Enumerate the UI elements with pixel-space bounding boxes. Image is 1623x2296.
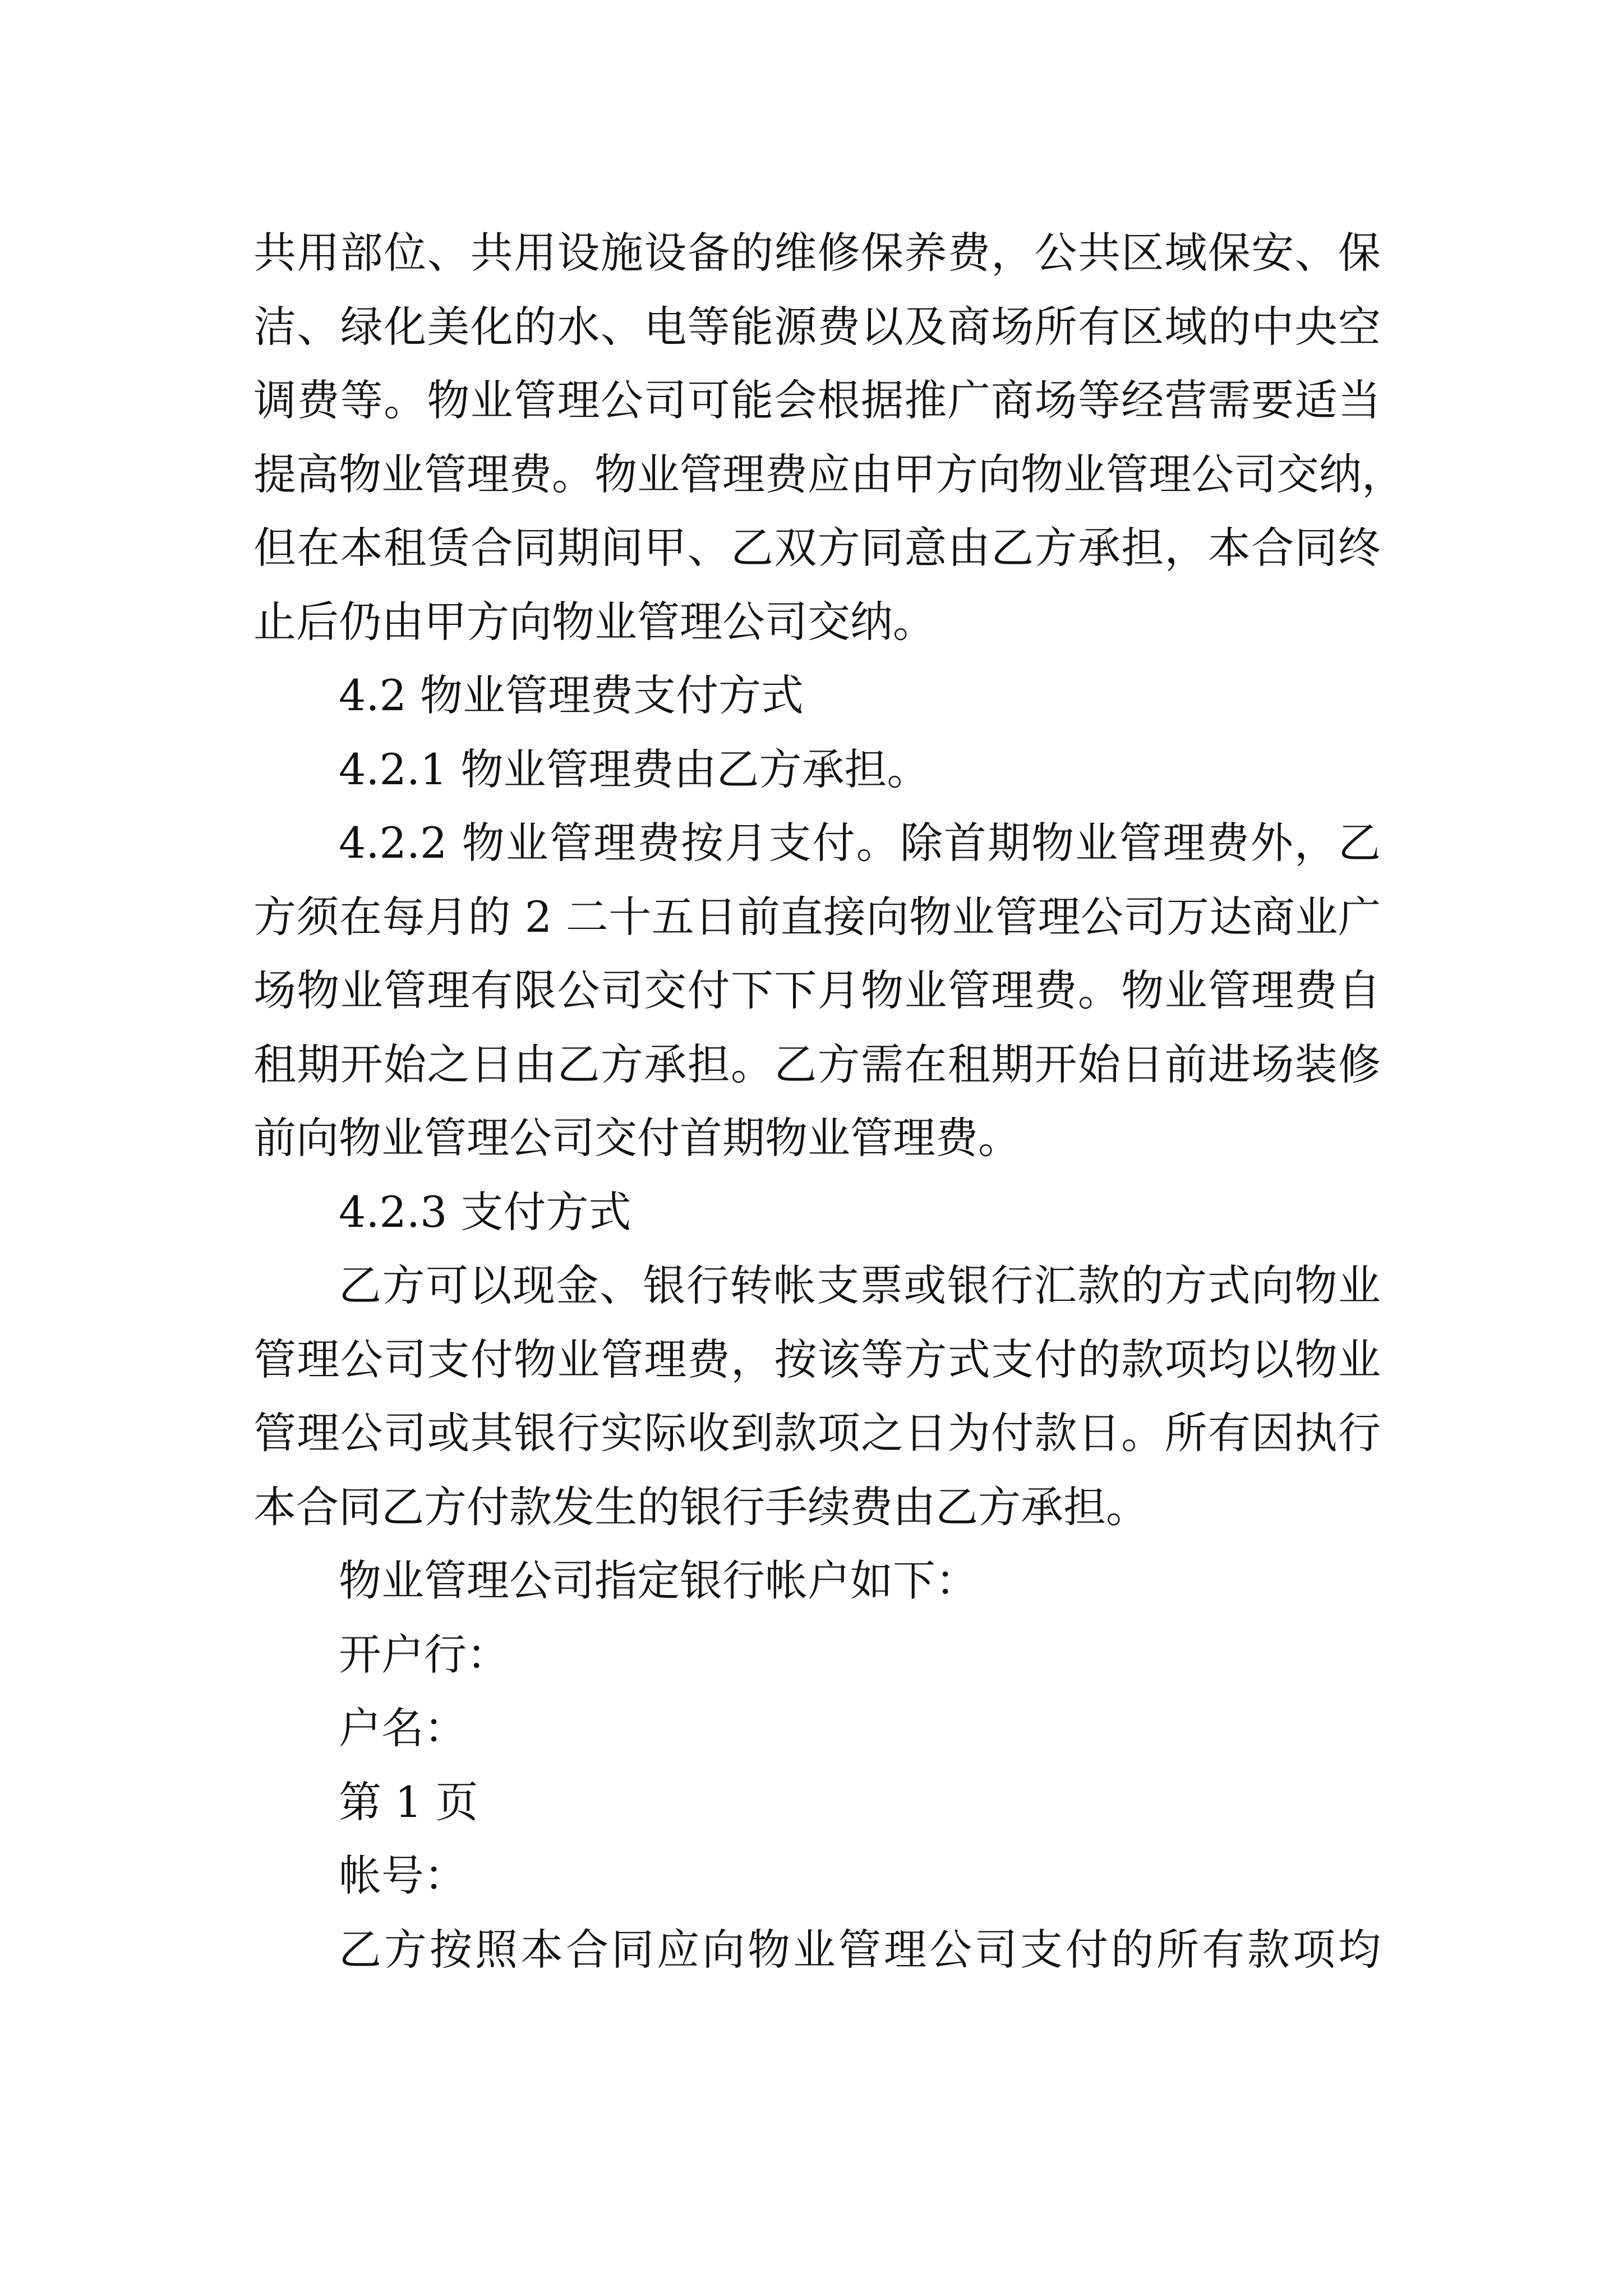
document-body [253,216,1404,1986]
text-line: 物业管理公司指定银行帐户如下： [339,1556,978,1605]
text-line: 乙方可以现金、银行转帐支票或银行汇款的方式向物业 [339,1260,1381,1310]
text-line: 洁、绿化美化的水、电等能源费以及商场所有区域的中央空 [253,301,1381,352]
text-line: 提高物业管理费。物业管理费应由甲方向物业管理公司交纳， [253,449,1404,499]
text-line: 场物业管理有限公司交付下下月物业管理费。物业管理费自 [253,965,1381,1015]
clause-line: 4.2.2 物业管理费按月支付。除首期物业管理费外，乙 [339,818,1381,868]
text-line: 乙方按照本合同应向物业管理公司支付的所有款项均 [339,1924,1381,1975]
text-line: 止后仍由甲方向物业管理公司交纳。 [253,596,935,647]
account-name-label: 户名： [339,1703,467,1753]
section-heading: 4.2 物业管理费支付方式 [339,670,804,720]
clause-line: 4.2.1 物业管理费由乙方承担。 [339,744,930,794]
text-line: 租期开始之日由乙方承担。乙方需在租期开始日前进场装修 [253,1039,1381,1089]
text-line: 方须在每月的 2 二十五日前直接向物业管理公司万达商业广 [253,891,1381,942]
text-line: 前向物业管理公司交付首期物业管理费。 [253,1113,1021,1163]
bank-field-label: 开户行： [339,1629,509,1680]
text-line: 共用部位、共用设施设备的维修保养费，公共区域保安、保 [253,228,1381,278]
text-line: 管理公司或其银行实际收到款项之日为付款日。所有因执行 [253,1408,1381,1458]
text-line: 但在本租赁合同期间甲、乙双方同意由乙方承担，本合同终 [253,523,1381,573]
text-line: 本合同乙方付款发生的银行手续费由乙方承担。 [253,1481,1149,1532]
account-number-label: 帐号： [339,1851,467,1901]
text-line: 管理公司支付物业管理费，按该等方式支付的款项均以物业 [253,1334,1381,1384]
section-heading: 4.2.3 支付方式 [339,1186,631,1237]
page-number: 第 1 页 [339,1777,478,1827]
text-line: 调费等。物业管理公司可能会根据推广商场等经营需要适当 [253,375,1381,425]
